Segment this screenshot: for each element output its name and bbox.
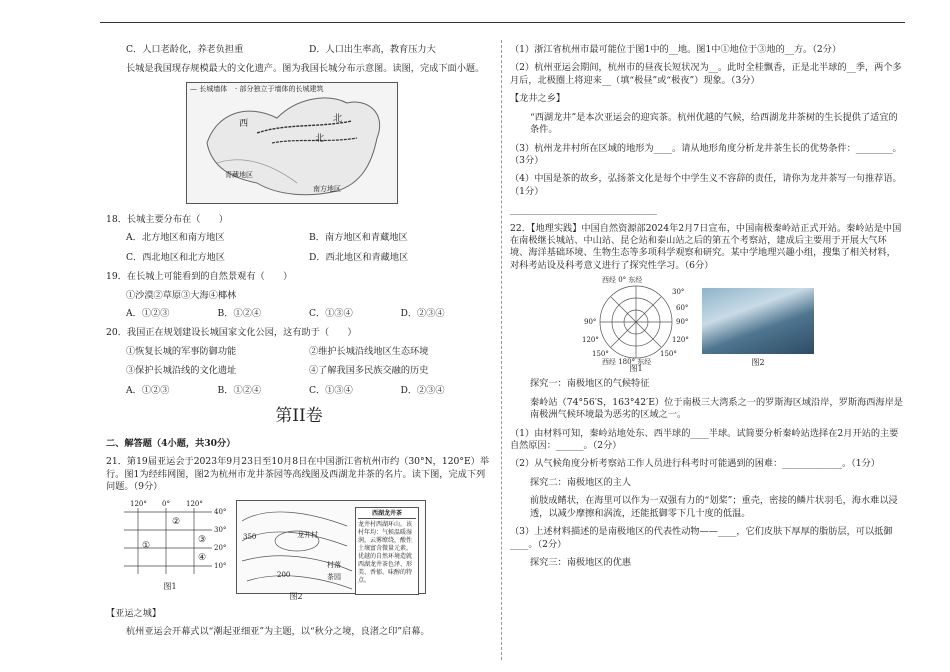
point-mark: ② <box>172 515 181 527</box>
legend-wall: — 长城墙体 <box>190 84 228 93</box>
point-mark: ① <box>142 539 151 551</box>
point-mark: ③ <box>198 533 207 545</box>
great-wall-map <box>186 82 398 204</box>
polar-label: 150° <box>660 350 677 359</box>
point-mark: ④ <box>198 551 207 563</box>
q20-text: 20．我国正在规划建设长城国家文化公园，这有助于（ ） <box>106 327 357 339</box>
explore-1-text: 秦岭站（74°56′S，163°42′E）位于南极三大湾系之一的罗斯海区域沿岸，罗斯海西海岸是南极洲气候环境最为恶劣的区域之一。 <box>530 396 903 421</box>
iceberg-figure <box>702 278 814 372</box>
section-title: 第II卷 <box>275 406 323 427</box>
q22-text: 22．【地理实践】中国自然资源部2024年2月7日宣布，中国南极秦岭站正式开站。秦岭站是中国在南极继长城站、中山站、昆仑站和泰山站之后的第五个考察站，建成后主要用于开展大气环境、海洋基础环境、生物生态等多项科学观察和研究。某中学地理兴趣小组，搜集了相关材料，对科考站设及科考意义进行了探究性学习。（6分） <box>510 222 902 271</box>
figure-2-caption: 图2 <box>289 591 303 601</box>
p3-text: （3）上述材料描述的是南极地区的代表性动物——____，它们皮肤下厚厚的脂肪层，可以抵御____。（2分） <box>510 526 893 550</box>
option: C．①③④ <box>309 307 353 319</box>
legend-tea: 茶园 <box>327 572 341 581</box>
option: D．西北地区和青藏地区 <box>309 251 409 263</box>
polar-label: 120° <box>672 336 689 345</box>
p1-text: （1）由材料可知，秦岭站地处东、西半球的____半球。试简要分析秦岭站选择在2月开站的主要自然原因：______。（2分） <box>510 427 899 452</box>
q18-text: 18．长城主要分布在（ ） <box>106 213 228 225</box>
map-label-west: 西 <box>239 117 249 129</box>
map-label-tibet: 青藏地区 <box>225 170 253 179</box>
q18-options-2 <box>106 252 492 264</box>
polar-projection <box>580 278 692 372</box>
iceberg-photo <box>702 288 814 354</box>
option: D．②③④ <box>400 307 445 319</box>
top-rule <box>100 22 905 23</box>
r2-text: （2）杭州亚运会期间，杭州市的昼夜长短状况为__。此时全桂飘香，正是北半球的__季，两个多月后，北极圈上将迎来__（填“极昼”或“极夜”）现象。（3分） <box>510 62 902 86</box>
q21-text: 21．第19届亚运会于2023年9月23日至10月8日在中国浙江省杭州市约（30°N，120°E）举行。图1为经纬网图，图2为杭州市龙井茶园等高线图及西湖龙井茶的名片。读下图，完成下列问题。（9分） <box>106 456 490 493</box>
option: C．西北地区和北方地区 <box>126 251 225 263</box>
option: A．北方地区和南方地区 <box>126 232 225 244</box>
option: A．①②③ <box>126 307 170 319</box>
explore-3-title: 探究三：南极地区的优惠 <box>530 556 632 568</box>
map-label-north-2: 北 <box>315 132 325 144</box>
explore-1-title: 探究一：南极地区的气候特征 <box>530 378 650 390</box>
polar-label: 120° <box>582 336 599 345</box>
p2-text: （2）从气候角度分析考察站工作人员进行科考时可能遇到的困难：_____________。（1分） <box>510 458 880 470</box>
explore-2-text: 前肢成鳍状，在海里可以作为一双强有力的“划桨”；重壳，密接的鳞片状羽毛，海水难以浸透，以减少摩擦和涡流，还能抵御零下几十度的低温。 <box>530 495 898 519</box>
section-subtitle: 二、解答题（4小题，共30分） <box>106 438 236 449</box>
contour-label: 350 <box>243 532 257 541</box>
polar-label: 150° <box>592 350 609 359</box>
answer-blank: ________________________________ <box>510 204 657 216</box>
option: C．①③④ <box>309 384 353 396</box>
photo-caption: 图2 <box>751 358 765 368</box>
polar-label: 90° <box>584 318 597 327</box>
map-label-south: 南方地区 <box>313 184 341 193</box>
figure-1-grid <box>114 500 226 594</box>
option: B．①②④ <box>217 384 262 396</box>
tea-card-title: 西湖龙井茶 <box>358 510 416 519</box>
legend-village: 村落 <box>327 560 341 569</box>
option: B．①②④ <box>217 307 262 319</box>
option: D．人口出生率高，教育压力大 <box>309 44 436 55</box>
tea-card-text: 龙井村西湖环山。该村年均：气候温暖湿润，云雾缭绕，酸性土壤富含微量元素，优越的自然环境造就西湖龙井茶色泽、形美、香郁、味醇的特点。 <box>358 520 413 585</box>
polar-top-label: 西经 0° 东经 <box>602 276 643 285</box>
q17-options <box>106 44 492 56</box>
q19-sub: ①沙漠②草原③大海④椰林 <box>126 289 237 301</box>
column-divider <box>501 40 502 660</box>
contour-label: 200 <box>277 570 291 579</box>
statement: ④了解我国多民族交融的历史 <box>309 365 429 377</box>
lat-label: 30° <box>214 525 227 534</box>
longjing-text: “西湖龙井”是本次亚运会的迎宾茶。杭州优越的气候，给西湖龙井茶树的生长提供了适宜的条件。 <box>530 111 898 136</box>
left-column <box>106 44 492 645</box>
q20-sub-1 <box>106 346 492 358</box>
q19-options <box>106 308 492 320</box>
lat-label: 10° <box>214 561 227 570</box>
china-outline-shape <box>187 83 397 203</box>
q18-options-1 <box>106 232 492 244</box>
figure-2 <box>236 500 424 602</box>
legend-building: · 部分独立于墙体的长城建筑 <box>235 84 324 93</box>
r3-text: （3）杭州龙井村所在区域的地形为____。请从地形角度分析龙井茶生长的优势条件：________。（3分） <box>510 142 902 166</box>
option: C．人口老龄化，养老负担重 <box>126 44 244 55</box>
figure-1-caption: 图1 <box>163 581 177 591</box>
q20-options <box>106 385 492 397</box>
lat-lon-grid <box>114 500 226 584</box>
contour-map <box>236 500 426 594</box>
option: D．②③④ <box>400 384 445 396</box>
lat-label: 40° <box>214 507 227 516</box>
option: B．南方地区和青藏地区 <box>309 232 408 244</box>
polar-label: 60° <box>676 304 689 313</box>
map-label-north: 北 <box>333 112 343 124</box>
option: A．①②③ <box>126 384 170 396</box>
great-wall-intro: 长城是我国现存规模最大的文化遗产。图为我国长城分布示意图。读图，完成下面小题。 <box>126 63 485 75</box>
statement: ③保护长城沿线的文化遗址 <box>126 365 237 377</box>
right-column <box>510 44 905 575</box>
polar-caption: 图1 <box>629 364 643 374</box>
polar-label: 90° <box>676 318 689 327</box>
longjing-title: 【龙井之乡】 <box>510 93 566 105</box>
lon-label: 120° <box>130 499 147 508</box>
lon-label: 0° <box>162 499 170 508</box>
r1-text: （1）浙江省杭州市最可能位于图1中的__地。图1中①地位于③地的__方。（2分） <box>510 44 842 55</box>
explore-2-title: 探究二：南极地区的主人 <box>530 476 632 488</box>
tea-card <box>355 507 419 595</box>
polar-bottom-label: 西经 180° 东经 <box>602 358 652 367</box>
r4-text: （4）中国是茶的故乡，弘扬茶文化是每个中学生义不容辞的责任，请你为龙井茶写一句推荐语。（1分） <box>510 173 902 197</box>
statement: ①恢复长城的军事防御功能 <box>126 345 237 357</box>
statement: ②维护长城沿线地区生态环境 <box>309 345 429 357</box>
lon-label: 120° <box>186 499 203 508</box>
q22-figures <box>580 278 905 372</box>
asian-games-title: 【亚运之城】 <box>106 607 162 619</box>
q20-sub-2 <box>106 365 492 377</box>
village-label: 龙井村 <box>297 530 318 539</box>
polar-label: 30° <box>672 288 685 297</box>
q21-figures <box>114 500 492 602</box>
q19-text: 19．在长城上可能看到的自然景观有（ ） <box>106 271 293 283</box>
lat-label: 20° <box>214 543 227 552</box>
asian-games-text: 杭州亚运会开幕式以“潮起亚细亚”为主题，以“秋分之境，良渚之印”启幕。 <box>126 626 430 638</box>
